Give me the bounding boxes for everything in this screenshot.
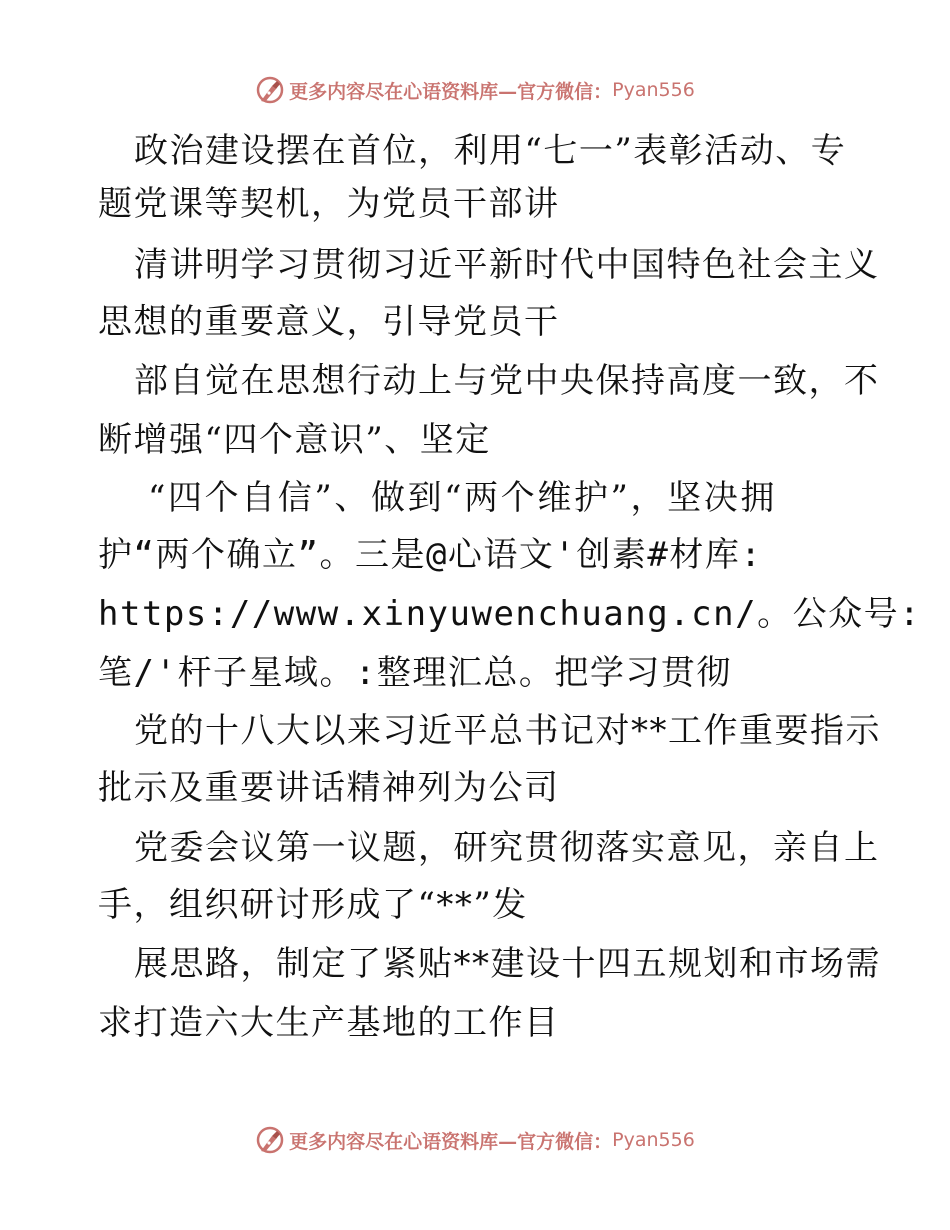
banner-contact: Pyan556 — [612, 1129, 695, 1151]
text-line: 党委会议第一议题，研究贯彻落实意见，亲自上 — [134, 828, 880, 868]
text-line: “四个自信”、做到“两个维护”，坚决拥 — [148, 478, 777, 518]
text-line: 清讲明学习贯彻习近平新时代中国特色社会主义 — [134, 245, 880, 285]
text-line: 手，组织研讨形成了“**”发 — [98, 885, 528, 925]
text-line: 笔/'杆子星域。:整理汇总。把学习贯彻 — [98, 653, 732, 693]
text-line: 展思路，制定了紧贴**建设十四五规划和市场需 — [134, 944, 881, 984]
text-line: https://www.xinyuwenchuang.cn/。公众号: — [98, 594, 922, 634]
text-line: 思想的重要意义，引导党员干 — [98, 302, 560, 342]
text-line: 党的十八大以来习近平总书记对**工作重要指示 — [134, 711, 881, 751]
text-line: 求打造六大生产基地的工作目 — [98, 1003, 560, 1043]
pen-nib-logo-icon — [255, 75, 285, 105]
text-line: 断增强“四个意识”、坚定 — [98, 420, 491, 460]
pen-nib-logo-icon — [255, 1125, 285, 1155]
text-line: 政治建设摆在首位，利用“七一”表彰活动、专 — [134, 131, 847, 171]
text-line: 批示及重要讲话精神列为公司 — [98, 768, 560, 808]
text-line: 题党课等契机，为党员干部讲 — [98, 184, 560, 224]
text-line: 护“两个确立”。三是@心语文'创素#材库: — [98, 535, 763, 575]
header-banner — [0, 70, 950, 110]
footer-banner — [0, 1120, 950, 1160]
text-line: 部自觉在思想行动上与党中央保持高度一致，不 — [134, 361, 880, 401]
banner-text: 更多内容尽在心语资料库—官方微信： — [289, 1130, 613, 1153]
banner-text: 更多内容尽在心语资料库—官方微信： — [289, 80, 613, 103]
banner-contact: Pyan556 — [612, 79, 695, 101]
